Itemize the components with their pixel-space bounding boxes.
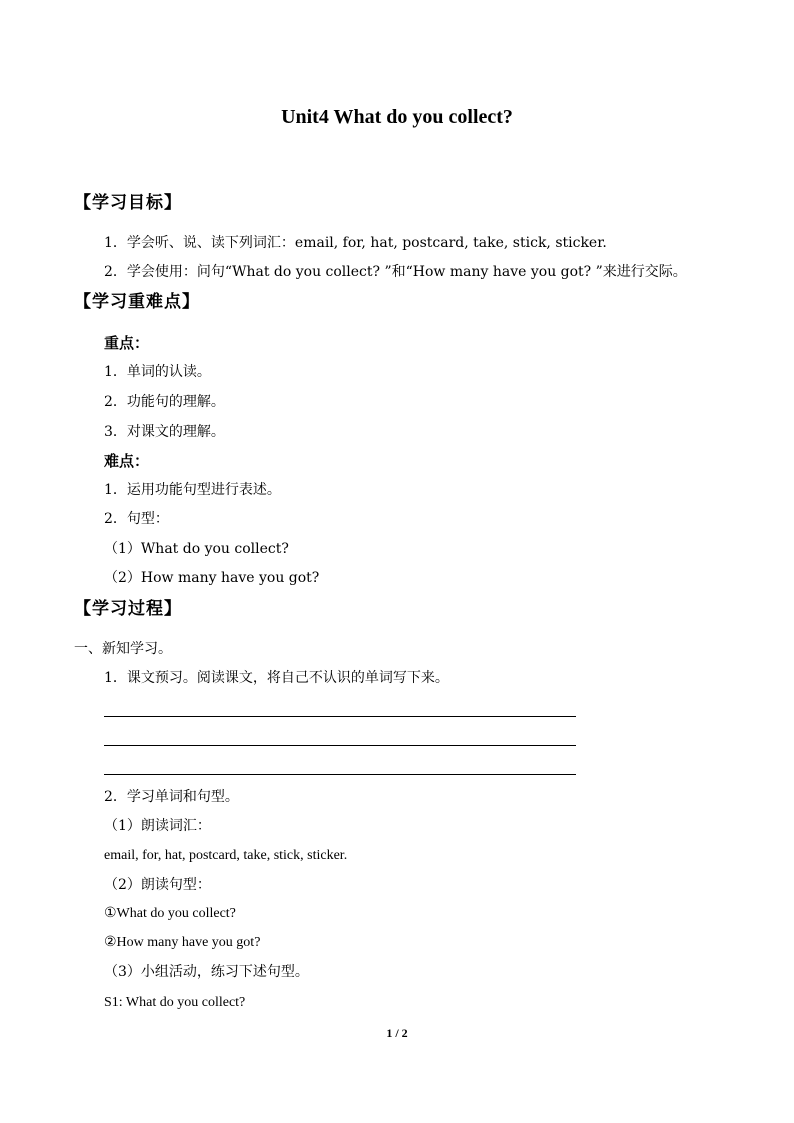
objectives-heading: 【学习目标】	[74, 193, 182, 213]
dialog-line-1: S1: What do you collect?	[104, 995, 246, 1010]
sentence-2: ②How many have you got?	[104, 935, 261, 950]
key-item-2: 2．功能句的理解。	[104, 394, 225, 410]
difficulty-item-4: （2）How many have you got?	[104, 570, 320, 586]
key-item-3: 3．对课文的理解。	[104, 424, 225, 440]
objective-item-1: 1．学会听、说、读下列词汇：email, for, hat, postcard, take, stick, sticker.	[104, 235, 607, 251]
process-heading: 【学习过程】	[74, 599, 182, 619]
difficulty-item-3: （1）What do you collect?	[104, 541, 289, 557]
key-item-1: 1．单词的认读。	[104, 364, 211, 380]
step-learn-words: 2．学习单词和句型。	[104, 789, 239, 805]
objective-item-2: 2．学会使用：问句“What do you collect? ”和“How many have you got? ”来进行交际。	[104, 264, 687, 280]
vocab-list: email, for, hat, postcard, take, stick, sticker.	[104, 848, 348, 863]
answer-line-3	[104, 774, 576, 775]
key-label: 重点：	[104, 334, 150, 352]
answer-line-1	[104, 716, 576, 717]
answer-line-2	[104, 745, 576, 746]
step-preview: 1．课文预习。阅读课文，将自己不认识的单词写下来。	[104, 670, 449, 686]
section-new-learning: 一、新知学习。	[74, 641, 172, 657]
page-number: 1 / 2	[386, 1026, 408, 1040]
sentence-1: ①What do you collect?	[104, 906, 236, 921]
vocab-label: （1）朗读词汇：	[104, 818, 211, 834]
document-title: Unit4 What do you collect?	[281, 106, 513, 128]
difficulty-item-1: 1．运用功能句型进行表述。	[104, 482, 281, 498]
difficulty-item-2: 2．句型：	[104, 511, 169, 527]
keypoints-heading: 【学习重难点】	[74, 292, 200, 312]
sentence-label: （2）朗读句型：	[104, 877, 211, 893]
difficulty-label: 难点：	[104, 452, 150, 470]
group-activity-label: （3）小组活动，练习下述句型。	[104, 964, 309, 980]
